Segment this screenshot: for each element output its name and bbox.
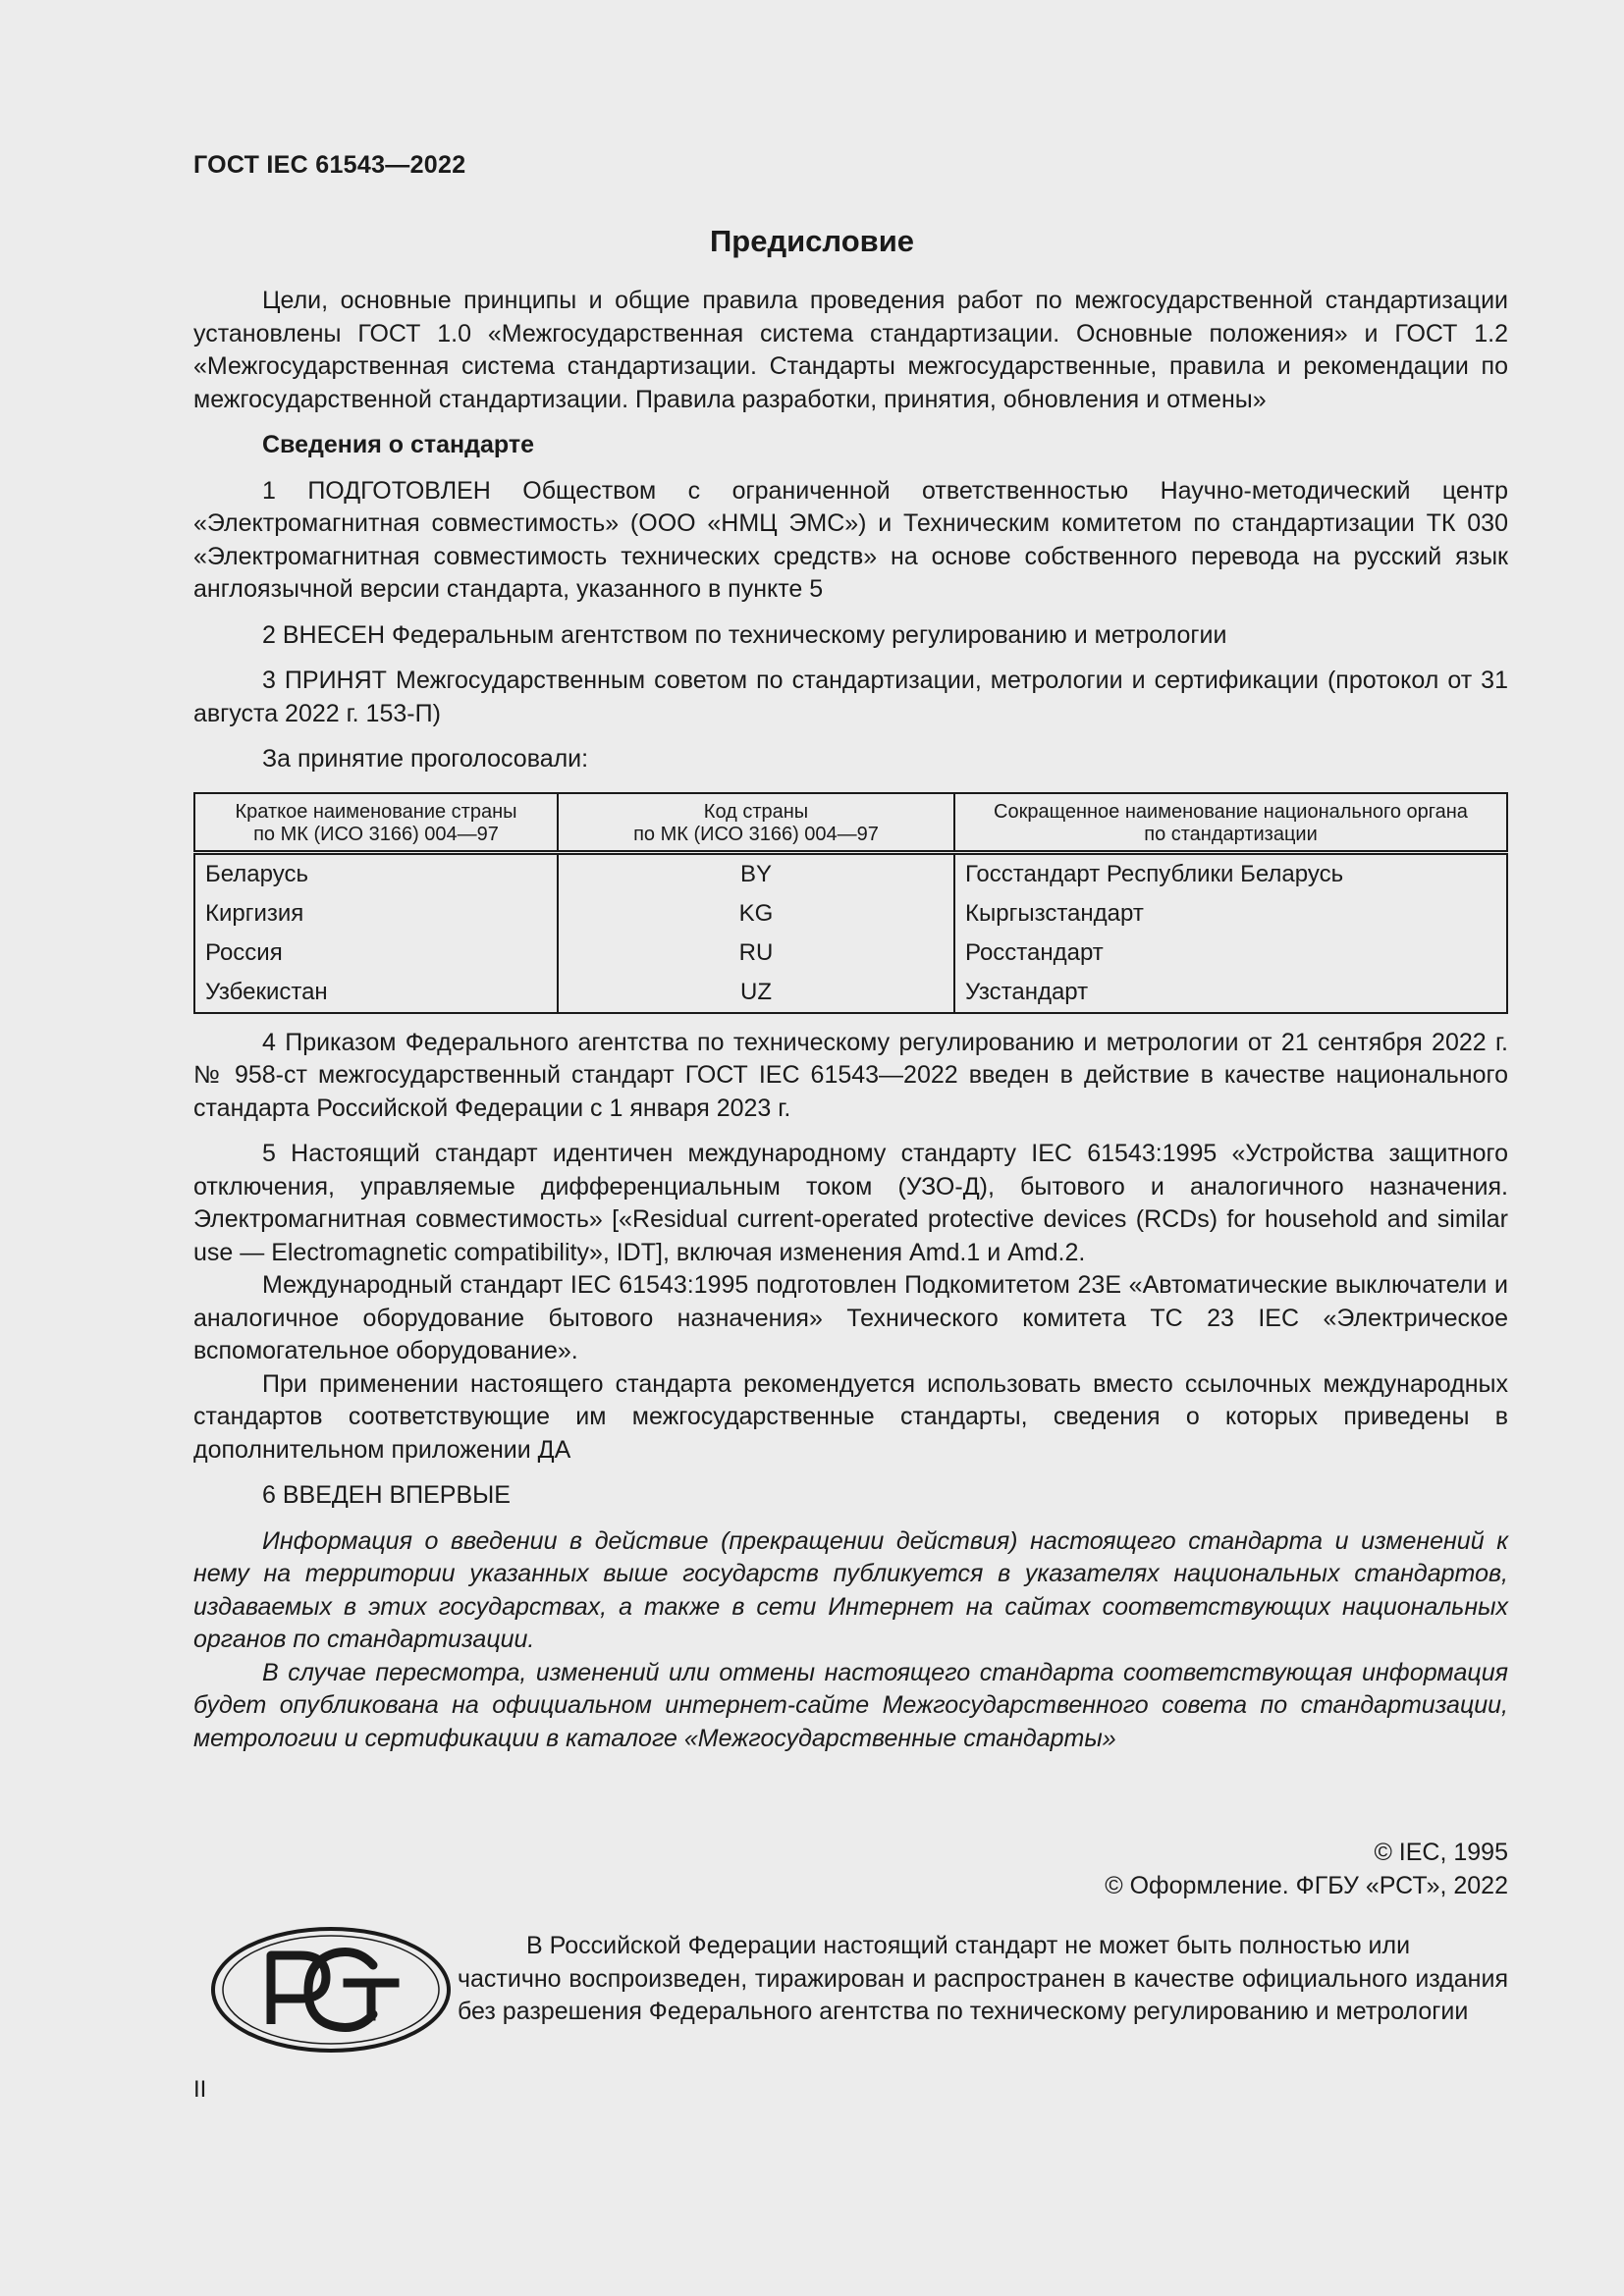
table-header-row — [194, 793, 1507, 853]
country-cell: Беларусь — [194, 852, 558, 894]
code-cell: KG — [558, 894, 954, 934]
code-cell: BY — [558, 852, 954, 894]
rf-reproduction-notice — [458, 1930, 1508, 2029]
item-4-paragraph: 4 Приказом Федерального агентства по техническому регулированию и метрологии от 21 сентября 2022 г. № 958-ст межгосударственный стандарт ГОСТ IEC 61543—2022 введен в действие в качестве национального стандарта Российской Федерации с 1 января 2023 г. — [193, 1028, 1508, 1122]
member-countries-table — [193, 792, 1508, 1014]
column-header-code: Код страны по МК (ИСО 3166) 004—97 — [558, 793, 954, 853]
code-cell: UZ — [558, 973, 954, 1013]
page-title: Предисловие — [709, 224, 914, 258]
column-header-country: Краткое наименование страны по МК (ИСО 3166) 004—97 — [194, 793, 558, 853]
body-cell: Росстандарт — [965, 938, 1104, 966]
country-cell: Киргизия — [194, 894, 558, 934]
body-cell: Госстандарт Республики Беларусь — [965, 860, 1344, 887]
code-cell: RU — [558, 934, 954, 973]
country-cell: Россия — [194, 934, 558, 973]
item-2-paragraph: 2 ВНЕСЕН Федеральным агентством по техническому регулированию и метрологии — [262, 620, 1227, 649]
column-header-body: Сокращенное наименование национального органа по стандартизации — [954, 793, 1507, 853]
table-row — [194, 852, 1507, 894]
copyright-rst: © Оформление. ФГБУ «РСТ», 2022 — [1105, 1872, 1508, 1899]
item-5-paragraph: 5 Настоящий стандарт идентичен международному стандарту IEC 61543:1995 «Устройства защитного отключения, управляемые дифференциальным током (УЗО-Д), бытового и аналогичного назначения. Электромагнитная совместимость» [«Residual current-operated protective devices (RCDs) for household and similar use — Electromagnetic compatibility», IDT], включая изменения Amd.1 и Amd.2. — [193, 1140, 1508, 1266]
page-number: II — [193, 2076, 207, 2103]
info-heading: Сведения о стандарте — [262, 431, 535, 458]
body-cell: Кыргызстандарт — [965, 899, 1144, 927]
revision-info-paragraph: В случае пересмотра, изменений или отмены настоящего стандарта соответствующая информация будет опубликована на официальном интернет-сайте Межгосударственного совета по стандартизации, метрологии и сертификации в каталоге «Межгосударственные стандарты» — [193, 1658, 1508, 1752]
foreword-body — [193, 285, 1508, 1755]
table-row — [194, 894, 1507, 934]
vote-label: За принятие проголосовали: — [262, 745, 589, 773]
table-row — [194, 973, 1507, 1013]
item-3-paragraph: 3 ПРИНЯТ Межгосударственным советом по стандартизации, метрологии и сертификации (протокол от 31 августа 2022 г. 153-П) — [193, 667, 1508, 727]
table-row — [194, 934, 1507, 973]
copyright-block — [1105, 1836, 1508, 1902]
body-cell: Узстандарт — [965, 978, 1089, 1005]
country-cell: Узбекистан — [194, 973, 558, 1013]
item-1-paragraph: 1 ПОДГОТОВЛЕН Обществом с ограниченной ответственностью Научно-методический центр «Электромагнитная совместимость» (ООО «НМЦ ЭМС») и Техническим комитетом по стандартизации ТК 030 «Электромагнитная совместимость технических средств» на основе собственного перевода на русский язык англоязычной версии стандарта, указанного в пункте 5 — [193, 476, 1508, 603]
copyright-iec: © IEC, 1995 — [1374, 1839, 1508, 1866]
item-5-references-paragraph: При применении настоящего стандарта рекомендуется использовать вместо ссылочных международных стандартов соответствующие им межгосударственные стандарты, сведения о которых приведены в дополнительном приложении ДА — [193, 1369, 1508, 1464]
rf-notice-rest: частично воспроизведен, тиражирован и распространен в качестве официального издания без разрешения Федерального агентства по техническому регулированию и метрологии — [458, 1964, 1508, 2025]
rst-emblem-logo — [210, 1926, 452, 2054]
rf-notice-first-line: В Российской Федерации настоящий стандарт не может быть полностью или — [526, 1932, 1411, 1959]
rst-emblem-icon — [210, 1926, 452, 2054]
item-6-paragraph: 6 ВВЕДЕН ВПЕРВЫЕ — [262, 1481, 511, 1509]
document-code: ГОСТ IEC 61543—2022 — [193, 151, 466, 179]
intro-paragraph: Цели, основные принципы и общие правила проведения работ по межгосударственной стандартизации установлены ГОСТ 1.0 «Межгосударственная система стандартизации. Основные положения» и ГОСТ 1.2 «Межгосударственная система стандартизации. Стандарты межгосударственные, правила и рекомендации по межгосударственной стандартизации. Правила разработки, принятия, обновления и отмены» — [193, 287, 1508, 413]
publication-info-paragraph: Информация о введении в действие (прекращении действия) настоящего стандарта и изменений к нему на территории указанных выше государств публикуется в указателях национальных стандартов, издаваемых в этих государствах, а также в сети Интернет на сайтах соответствующих национальных органов по стандартизации. — [193, 1526, 1508, 1653]
item-5-tc-paragraph: Международный стандарт IEC 61543:1995 подготовлен Подкомитетом 23E «Автоматические выключатели и аналогичное оборудование бытового назначения» Технического комитета TC 23 IEC «Электрическое вспомогательное оборудование». — [193, 1271, 1508, 1364]
